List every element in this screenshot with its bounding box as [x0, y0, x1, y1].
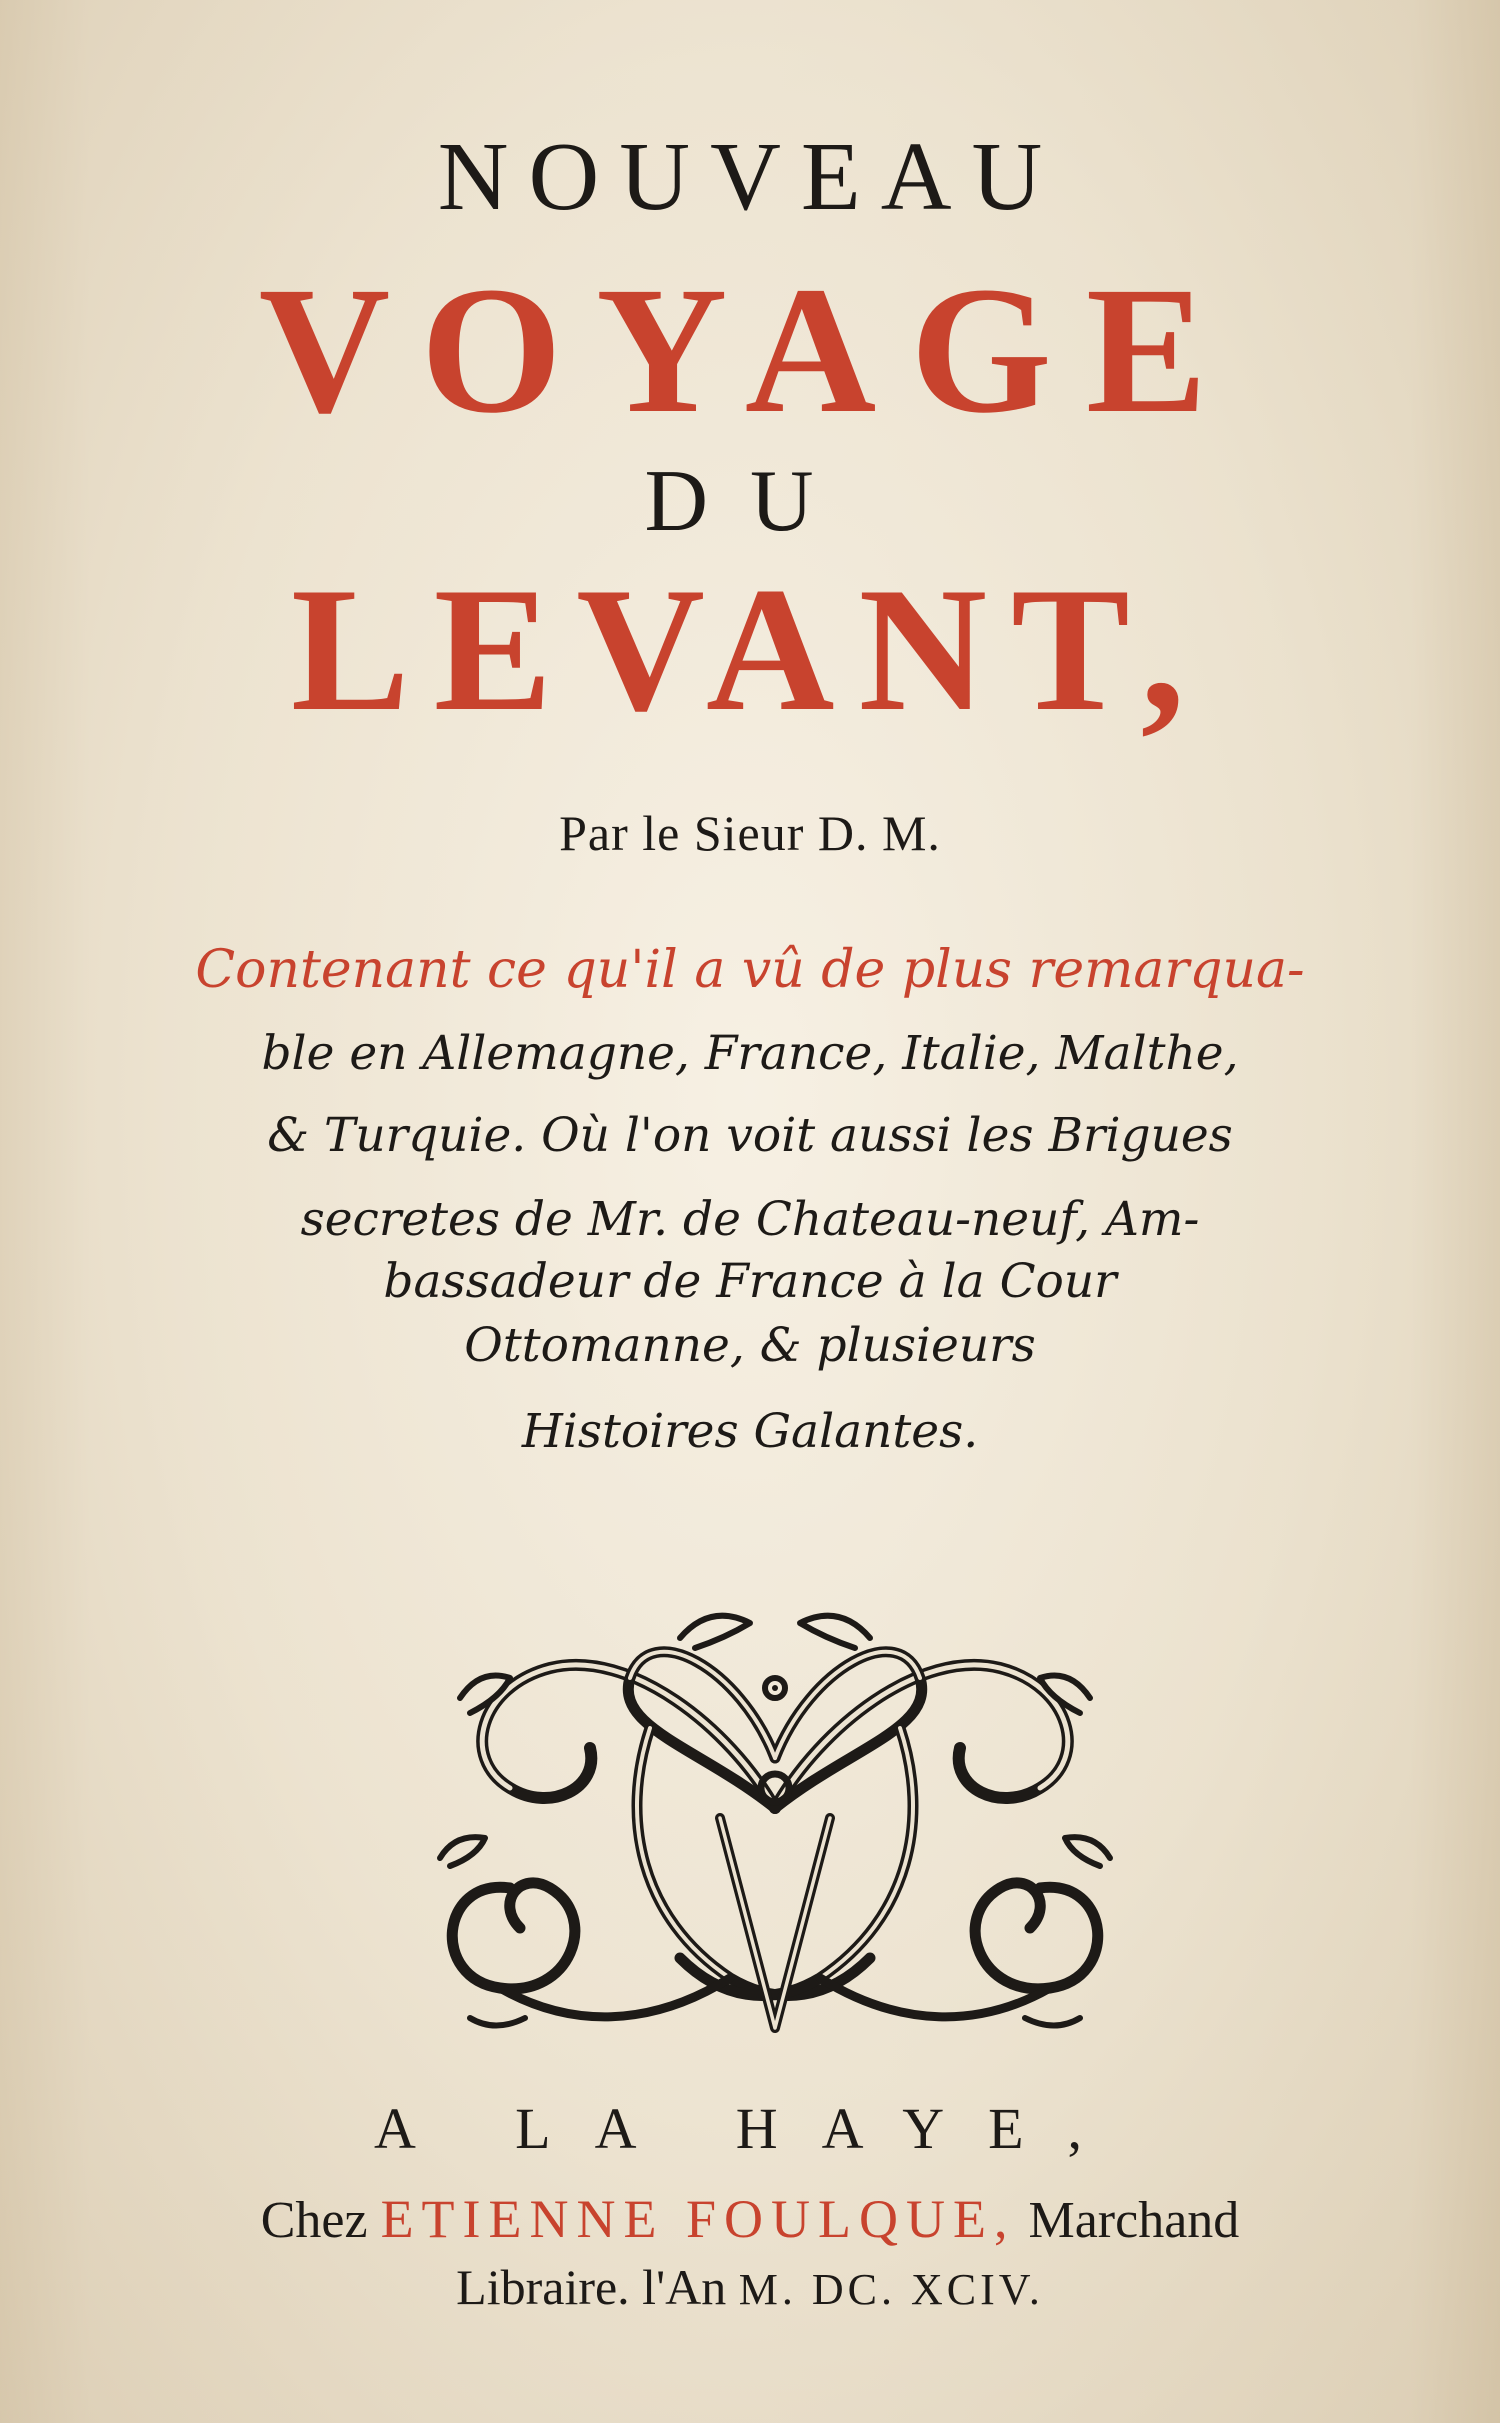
description-line-4: secretes de Mr. de Chateau-neuf, Am- — [300, 1192, 1200, 1247]
intertwined-monogram-ornament-icon — [400, 1558, 1150, 2058]
description-line-3: & Turquie. Où l'on voit aussi les Brigues — [267, 1108, 1233, 1163]
imprint-place: A LA HAYE, — [373, 2096, 1127, 2161]
title-line-voyage: VOYAGE — [258, 250, 1242, 451]
publisher-name: ETIENNE FOULQUE, — [380, 2189, 1016, 2249]
date-year: M. DC. XCIV. — [738, 2265, 1044, 2314]
date-prefix: Libraire. l'An — [456, 2259, 727, 2315]
title-line-du: DU — [644, 453, 856, 550]
description-line-1: Contenant ce qu'il a vû de plus remarqua- — [195, 940, 1305, 1000]
description-line-6: Ottomanne, & plusieurs — [464, 1318, 1036, 1373]
description-line-2: ble en Allemagne, France, Italie, Malthe, — [261, 1026, 1239, 1081]
title-line-nouveau: NOUVEAU — [437, 123, 1063, 231]
title-line-levant: LEVANT, — [290, 550, 1210, 748]
imprint-date — [0, 2259, 1500, 2315]
description-line-5: bassadeur de France à la Cour — [383, 1254, 1117, 1309]
imprint-publisher — [0, 2189, 1500, 2249]
description-line-7: Histoires Galantes. — [521, 1404, 979, 1459]
author-line: Par le Sieur D. M. — [559, 805, 941, 861]
publisher-suffix: Marchand — [1028, 2192, 1240, 2249]
publisher-prefix: Chez — [260, 2192, 368, 2249]
